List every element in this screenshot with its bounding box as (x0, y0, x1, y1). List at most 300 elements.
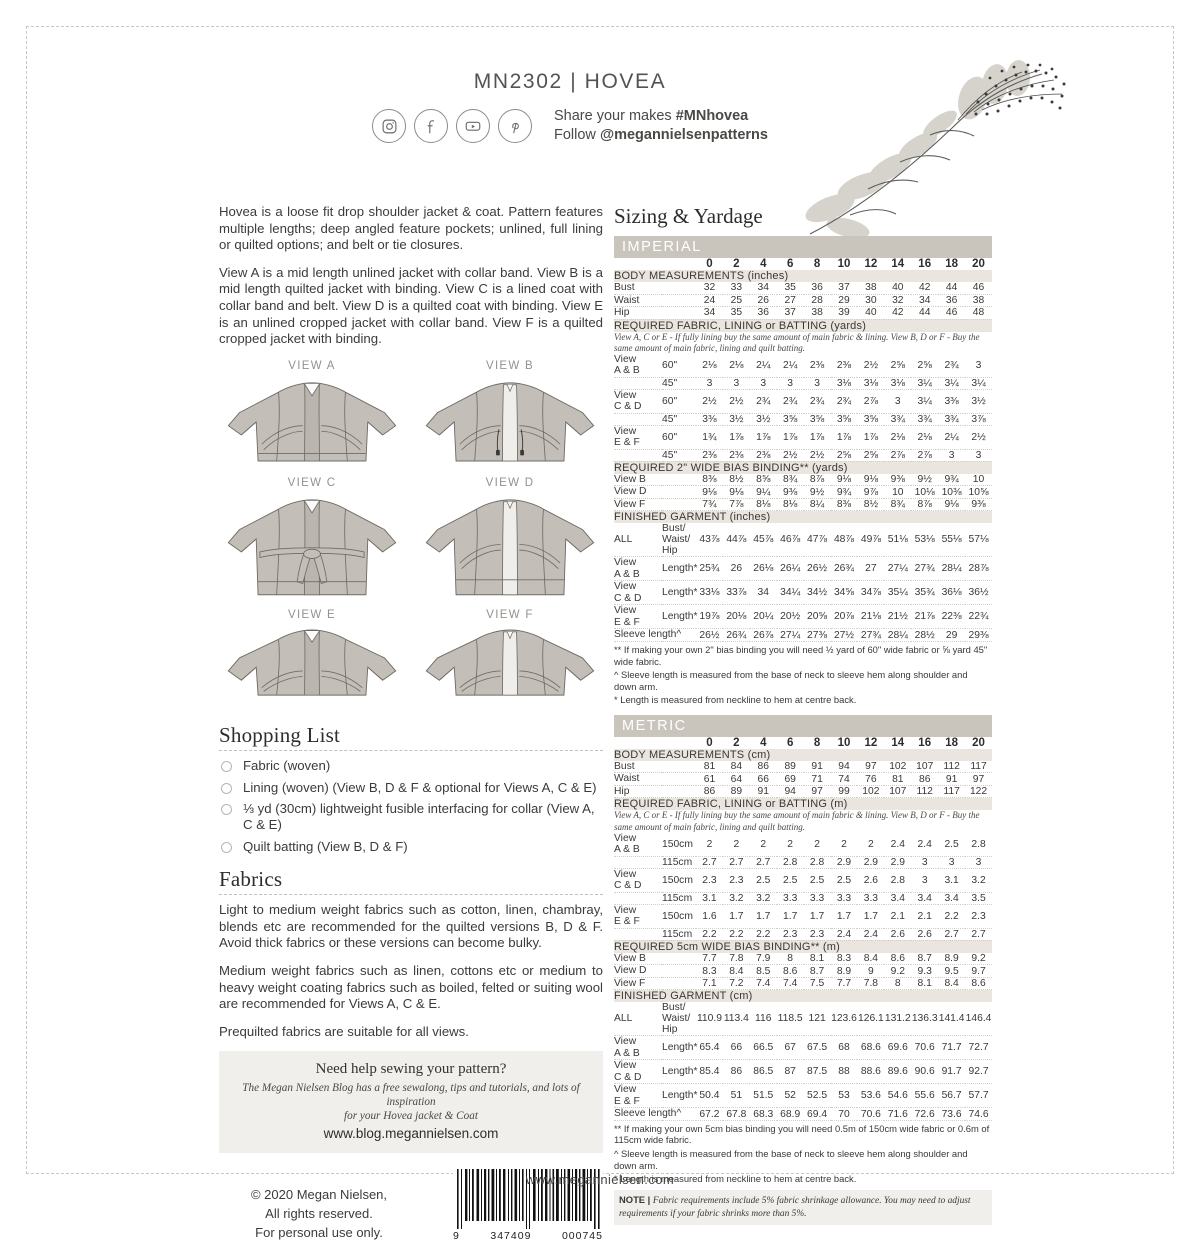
table-cell: 3.1 (938, 868, 965, 892)
table-row (614, 977, 992, 990)
row-label: View F (614, 498, 696, 511)
copyright-block (219, 1185, 419, 1242)
table-cell: 71.6 (884, 1108, 911, 1121)
size-header: 8 (813, 258, 821, 270)
shopping-list (219, 758, 603, 855)
table-row (614, 557, 992, 581)
table-cell: 3¼ (938, 377, 965, 389)
table-cell: 36 (750, 307, 777, 320)
table-cell: 2¾ (804, 389, 831, 413)
view-row-cd (219, 477, 603, 609)
table-cell: 2.4 (857, 928, 884, 940)
table-cell: 9⅛ (696, 486, 723, 499)
right-column (614, 204, 992, 1225)
table-cell: 57⅛ (965, 523, 992, 557)
shopping-list-divider (219, 750, 603, 751)
table-cell: 26⅛ (750, 557, 777, 581)
size-header: 16 (918, 736, 932, 749)
table-cell: 9½ (911, 474, 938, 486)
table-cell: 2.9 (831, 856, 858, 868)
fabrics-paragraph-2: Medium weight fabrics such as linen, cottons etc or medium to heavy weight coating fabrics such as boiled, felted or suiting wool are recommended for Views A, C & E. (219, 963, 603, 1012)
table-cell: 112 (911, 785, 938, 798)
table-cell: 81 (696, 761, 723, 773)
table-cell: 86 (723, 1060, 750, 1084)
table-cell: 57.7 (965, 1084, 992, 1108)
table-cell: 27 (777, 294, 804, 307)
table-cell: 9⅛ (723, 486, 750, 499)
table-cell: 20½ (777, 605, 804, 629)
table-cell: 87.5 (804, 1060, 831, 1084)
table-cell: 56.7 (938, 1084, 965, 1108)
size-header: 10 (837, 736, 851, 749)
table-row (614, 307, 992, 320)
table-cell: 10⅛ (911, 486, 938, 499)
table-cell: 66.5 (750, 1036, 777, 1060)
table-cell: 112 (938, 761, 965, 773)
table-cell: 9.2 (884, 965, 911, 978)
table-cell: 9.3 (911, 965, 938, 978)
size-header: 8 (813, 736, 821, 749)
table-cell: 8⅝ (750, 474, 777, 486)
table-cell: 7⅞ (723, 498, 750, 511)
table-cell: 2½ (696, 389, 723, 413)
table-cell: 90.6 (911, 1060, 938, 1084)
table-cell: 8.6 (884, 953, 911, 965)
table-cell: 34¼ (777, 581, 804, 605)
table-cell: 2.7 (723, 856, 750, 868)
youtube-icon[interactable] (456, 109, 490, 143)
table-cell: 3.3 (804, 892, 831, 904)
table-cell: 69.4 (804, 1108, 831, 1121)
instagram-icon[interactable] (372, 109, 406, 143)
table-cell: 25 (723, 294, 750, 307)
table-cell: 28⅞ (965, 557, 992, 581)
table-cell: 2.8 (777, 856, 804, 868)
table-cell: 46 (938, 307, 965, 320)
table-row (614, 486, 992, 499)
table-cell: 8 (777, 953, 804, 965)
table-cell: 2.2 (750, 928, 777, 940)
intro-paragraph-1: Hovea is a loose fit drop shoulder jacket & coat. Pattern features multiple lengths; deep angled feature pockets; unlined, full lining or quilted options; and belt or tie closures. (219, 204, 603, 253)
table-cell: 3 (723, 377, 750, 389)
table-cell: 3¼ (911, 389, 938, 413)
table-cell: 8.4 (938, 977, 965, 990)
size-header: 18 (945, 258, 958, 270)
table-cell: 3 (911, 868, 938, 892)
table-cell: 91 (938, 773, 965, 786)
table-cell: 89 (777, 761, 804, 773)
fabrics-divider (219, 894, 603, 895)
table-cell: 92.7 (965, 1060, 992, 1084)
table-cell: 86 (750, 761, 777, 773)
table-cell: 9⅜ (884, 474, 911, 486)
table-cell: 2.7 (750, 856, 777, 868)
row-label: View D (614, 486, 696, 499)
table-cell: 99 (831, 785, 858, 798)
table-cell: 45⅞ (750, 523, 777, 557)
table-cell: 35 (723, 307, 750, 320)
table-cell: 67.8 (723, 1108, 750, 1121)
table-cell: 21⅛ (857, 605, 884, 629)
table-cell: 38 (965, 294, 992, 307)
table-row (614, 605, 992, 629)
table-cell: 86 (696, 785, 723, 798)
row-sublabel: Length* (662, 557, 696, 581)
table-cell: 1.6 (696, 904, 723, 928)
table-cell: 47⅞ (804, 523, 831, 557)
table-cell: 2.4 (831, 928, 858, 940)
table-cell: 2⅝ (884, 354, 911, 378)
table-cell: 85.4 (696, 1060, 723, 1084)
table-cell: 27½ (831, 629, 858, 642)
table-cell: 3 (965, 354, 992, 378)
row-label: View F (614, 977, 696, 990)
table-cell: 2¾ (777, 389, 804, 413)
table-cell: 2.3 (723, 868, 750, 892)
table-cell: 9.2 (965, 953, 992, 965)
table-cell: 34 (750, 581, 777, 605)
table-cell: 68.9 (777, 1108, 804, 1121)
table-cell: 2¾ (938, 354, 965, 378)
table-cell: 53⅛ (911, 523, 938, 557)
table-cell: 68 (831, 1036, 858, 1060)
table-cell: 3¾ (884, 413, 911, 425)
table-row (614, 449, 992, 461)
imperial-body-measurements-header: BODY MEASUREMENTS (inches) (614, 270, 992, 282)
row-sublabel: 150cm (662, 904, 696, 928)
table-cell: 3⅜ (938, 389, 965, 413)
size-header: 18 (945, 736, 958, 749)
table-cell: 72.7 (965, 1036, 992, 1060)
table-row (614, 892, 992, 904)
table-row (614, 629, 992, 642)
table-cell: 3 (965, 449, 992, 461)
table-cell: 51.5 (750, 1084, 777, 1108)
table-cell: 8.9 (938, 953, 965, 965)
table-row (614, 498, 992, 511)
imperial-fabric-header: REQUIRED FABRIC, LINING or BATTING (yards) (614, 319, 992, 332)
row-label: Hip (614, 785, 696, 798)
row-label: ALL (614, 1002, 662, 1036)
table-cell: 2.6 (857, 868, 884, 892)
table-cell: 97 (857, 761, 884, 773)
table-cell: 50.4 (696, 1084, 723, 1108)
table-cell: 89 (723, 785, 750, 798)
table-cell: 3.3 (777, 892, 804, 904)
table-cell: 26⅞ (750, 629, 777, 642)
table-cell: 8.7 (804, 965, 831, 978)
table-cell: 9⅛ (857, 474, 884, 486)
table-cell: 2⅞ (911, 449, 938, 461)
row-label: View B (614, 474, 696, 486)
table-cell: 46 (965, 282, 992, 294)
table-cell: 55⅛ (938, 523, 965, 557)
table-cell: 8.3 (831, 953, 858, 965)
table-cell: 3⅝ (804, 413, 831, 425)
table-cell: 2.3 (804, 928, 831, 940)
table-cell: 3 (884, 389, 911, 413)
fabrics-title: Fabrics (219, 867, 283, 892)
table-row (614, 856, 992, 868)
table-cell: 3.5 (965, 892, 992, 904)
table-cell: 9½ (804, 486, 831, 499)
facebook-icon[interactable] (414, 109, 448, 143)
garment-illustration-view-b (417, 368, 603, 472)
table-cell: 3⅝ (857, 413, 884, 425)
table-cell: 28¼ (938, 557, 965, 581)
table-cell: 8.5 (750, 965, 777, 978)
row-label: View E & F (614, 904, 662, 928)
barcode-digit-left: 9 (453, 1230, 460, 1242)
table-cell: 2½ (777, 449, 804, 461)
table-row (614, 389, 992, 413)
table-cell: 3⅛ (884, 377, 911, 389)
table-cell: 107 (884, 785, 911, 798)
table-cell: 1⅞ (777, 425, 804, 449)
table-cell: 1.7 (831, 904, 858, 928)
table-cell: 8.4 (723, 965, 750, 978)
row-sublabel: 115cm (662, 892, 696, 904)
table-cell: 44 (938, 282, 965, 294)
table-cell: 25¾ (696, 557, 723, 581)
metric-finished-header: FINISHED GARMENT (cm) (614, 990, 992, 1003)
table-cell: 2⅛ (884, 425, 911, 449)
table-cell: 69 (777, 773, 804, 786)
table-cell: 26 (750, 294, 777, 307)
fabrics-paragraph-1: Light to medium weight fabrics such as cotton, linen, chambray, blends etc are recommended for the quilted versions B, D & F. Avoid thick fabrics or these versions can become bulky. (219, 902, 603, 951)
table-cell: 26¾ (831, 557, 858, 581)
table-cell: 2.2 (696, 928, 723, 940)
row-label (614, 377, 662, 389)
table-cell: 27¼ (777, 629, 804, 642)
table-cell: 46⅞ (777, 523, 804, 557)
table-cell: 20⅛ (723, 605, 750, 629)
table-cell: 9⅜ (777, 486, 804, 499)
table-row (614, 354, 992, 378)
table-cell: 33⅛ (696, 581, 723, 605)
pinterest-icon[interactable] (498, 109, 532, 143)
table-cell: 20¼ (750, 605, 777, 629)
table-cell: 8.1 (911, 977, 938, 990)
table-cell: 2⅜ (831, 354, 858, 378)
row-sublabel: 115cm (662, 928, 696, 940)
table-cell: 10 (965, 474, 992, 486)
table-cell: 3 (965, 856, 992, 868)
table-cell: 30 (857, 294, 884, 307)
table-cell: 53.6 (857, 1084, 884, 1108)
table-cell: 7.8 (723, 953, 750, 965)
table-cell: 74.6 (965, 1108, 992, 1121)
table-cell: 43⅞ (696, 523, 723, 557)
table-cell: 3⅝ (831, 413, 858, 425)
copyright-line-2: All rights reserved. (265, 1206, 373, 1222)
table-cell: 91.7 (938, 1060, 965, 1084)
size-header: 12 (864, 736, 878, 749)
row-label: View C & D (614, 1060, 662, 1084)
table-cell: 70.6 (911, 1036, 938, 1060)
table-row (614, 1036, 992, 1060)
table-cell: 27¾ (857, 629, 884, 642)
size-header: 20 (972, 736, 985, 749)
table-cell: 66 (750, 773, 777, 786)
table-cell: 7.4 (750, 977, 777, 990)
size-header: 16 (918, 258, 932, 270)
metric-fabric-header: REQUIRED FABRIC, LINING or BATTING (m) (614, 798, 992, 811)
imperial-table (614, 258, 992, 642)
list-item[interactable]: ⅓ yd (30cm) lightweight fusible interfacing for collar (View A, C & E) (219, 801, 603, 834)
table-cell: 9¾ (831, 486, 858, 499)
table-cell: 2.5 (804, 868, 831, 892)
table-cell: 2.8 (965, 833, 992, 857)
table-cell: 34⅝ (831, 581, 858, 605)
metric-binding-header: REQUIRED 5cm WIDE BIAS BINDING** (m) (614, 940, 992, 953)
table-cell: 8.1 (804, 953, 831, 965)
table-cell: 42 (911, 282, 938, 294)
table-cell: 27¼ (884, 557, 911, 581)
table-cell: 49⅞ (857, 523, 884, 557)
list-item[interactable]: Lining (woven) (View B, D & F & optional for Views A, C & E) (219, 780, 603, 796)
table-cell: 2 (777, 833, 804, 857)
table-cell: 3½ (965, 389, 992, 413)
table-cell: 64 (723, 773, 750, 786)
table-cell: 29 (831, 294, 858, 307)
table-cell: 3.2 (723, 892, 750, 904)
table-cell: 94 (831, 761, 858, 773)
table-cell: 3¾ (911, 413, 938, 425)
size-header: 6 (786, 258, 794, 270)
list-item[interactable]: Fabric (woven) (219, 758, 603, 774)
metric-fabric-note: View A, C or E - If fully lining buy the same amount of main fabric & lining. View B, D or F - Buy the same amount of main fabric, lining and quilt batting. (614, 810, 980, 832)
table-cell: 8.6 (965, 977, 992, 990)
fabrics-paragraph-3: Prequilted fabrics are suitable for all views. (219, 1023, 469, 1039)
table-cell: 7.7 (831, 977, 858, 990)
table-cell: 86 (911, 773, 938, 786)
table-cell: 2 (831, 833, 858, 857)
table-cell: 38 (804, 307, 831, 320)
table-cell: 141.4 (938, 1002, 965, 1036)
view-cell-f (417, 609, 603, 711)
table-cell: 35 (777, 282, 804, 294)
table-row (614, 425, 992, 449)
view-row-ab (219, 360, 603, 477)
table-cell: 121 (804, 1002, 831, 1036)
help-blog-url[interactable]: www.blog.megannielsen.com (323, 1126, 499, 1142)
table-cell: 67.5 (804, 1036, 831, 1060)
table-cell: 72.6 (911, 1108, 938, 1121)
table-cell: 28¼ (884, 629, 911, 642)
shrinkage-note (614, 1190, 992, 1225)
table-cell: 8⅛ (750, 498, 777, 511)
table-cell: 3⅛ (831, 377, 858, 389)
table-cell: 51⅛ (884, 523, 911, 557)
size-header: 2 (733, 736, 740, 749)
table-cell: 2.3 (777, 928, 804, 940)
table-cell: 7.1 (696, 977, 723, 990)
table-cell: 8⅞ (911, 498, 938, 511)
list-item[interactable]: Quilt batting (View B, D & F) (219, 839, 603, 855)
table-cell: 8¼ (804, 498, 831, 511)
view-cell-b (417, 360, 603, 477)
row-label (614, 856, 662, 868)
row-label (614, 413, 662, 425)
table-cell: 7¾ (696, 498, 723, 511)
header (0, 70, 1200, 145)
row-label (614, 892, 662, 904)
table-cell: 9⅞ (857, 486, 884, 499)
table-cell: 36⅛ (938, 581, 965, 605)
table-cell: 116 (750, 1002, 777, 1036)
table-cell: 2⅝ (911, 354, 938, 378)
row-sublabel: 45" (662, 449, 696, 461)
table-cell: 3 (911, 856, 938, 868)
barcode-digit-mid: 347409 (490, 1230, 532, 1242)
table-cell: 44 (911, 307, 938, 320)
table-cell: 122 (965, 785, 992, 798)
table-cell: 2 (723, 833, 750, 857)
row-label: View A & B (614, 1036, 662, 1060)
table-cell: 35¼ (884, 581, 911, 605)
table-cell: 2½ (723, 389, 750, 413)
table-cell: 32 (696, 282, 723, 294)
table-cell: 40 (884, 282, 911, 294)
table-cell: 2⅞ (857, 389, 884, 413)
table-cell: 91 (804, 761, 831, 773)
table-cell: 9.7 (965, 965, 992, 978)
view-cell-e (219, 609, 405, 711)
metric-body-measurements-header: BODY MEASUREMENTS (cm) (614, 749, 992, 761)
size-header: 6 (786, 736, 794, 749)
garment-illustration-view-c (219, 485, 405, 604)
view-cell-a (219, 360, 405, 477)
table-cell: 2.1 (884, 904, 911, 928)
table-cell: 3 (804, 377, 831, 389)
table-cell: 68.3 (750, 1108, 777, 1121)
table-cell: 9.5 (938, 965, 965, 978)
view-cell-c (219, 477, 405, 609)
garment-illustration-view-d (417, 485, 603, 604)
help-box (219, 1051, 603, 1153)
table-cell: 8.7 (911, 953, 938, 965)
table-cell: 8¾ (884, 498, 911, 511)
table-cell: 7.7 (696, 953, 723, 965)
row-sublabel: 45" (662, 377, 696, 389)
table-row (614, 474, 992, 486)
table-cell: 3.2 (750, 892, 777, 904)
table-cell: 2½ (965, 425, 992, 449)
table-cell: 3.2 (965, 868, 992, 892)
help-body-line-2: for your Hovea jacket & Coat (344, 1110, 478, 1123)
follow-line: Follow @megannielsenpatterns (554, 127, 768, 143)
row-label: ALL (614, 523, 662, 557)
table-cell: 2 (804, 833, 831, 857)
table-cell: 3¼ (965, 377, 992, 389)
table-cell: 22¾ (965, 605, 992, 629)
footnote: ^ Sleeve length is measured from the base of neck to sleeve hem along shoulder and down arm. (614, 669, 968, 692)
table-cell: 39 (831, 307, 858, 320)
table-cell: 2.7 (965, 928, 992, 940)
table-cell: 70 (831, 1108, 858, 1121)
row-sublabel: Bust/ Waist/ Hip (662, 523, 696, 557)
row-label: View E & F (614, 1084, 662, 1108)
table-cell: 123.6 (831, 1002, 858, 1036)
table-cell: 10 (884, 486, 911, 499)
view-cell-d (417, 477, 603, 609)
row-label: View B (614, 953, 696, 965)
table-cell: 28 (804, 294, 831, 307)
table-cell: 8⅜ (696, 474, 723, 486)
garment-illustration-view-e (219, 617, 405, 706)
view-label-a: VIEW A (288, 359, 336, 372)
